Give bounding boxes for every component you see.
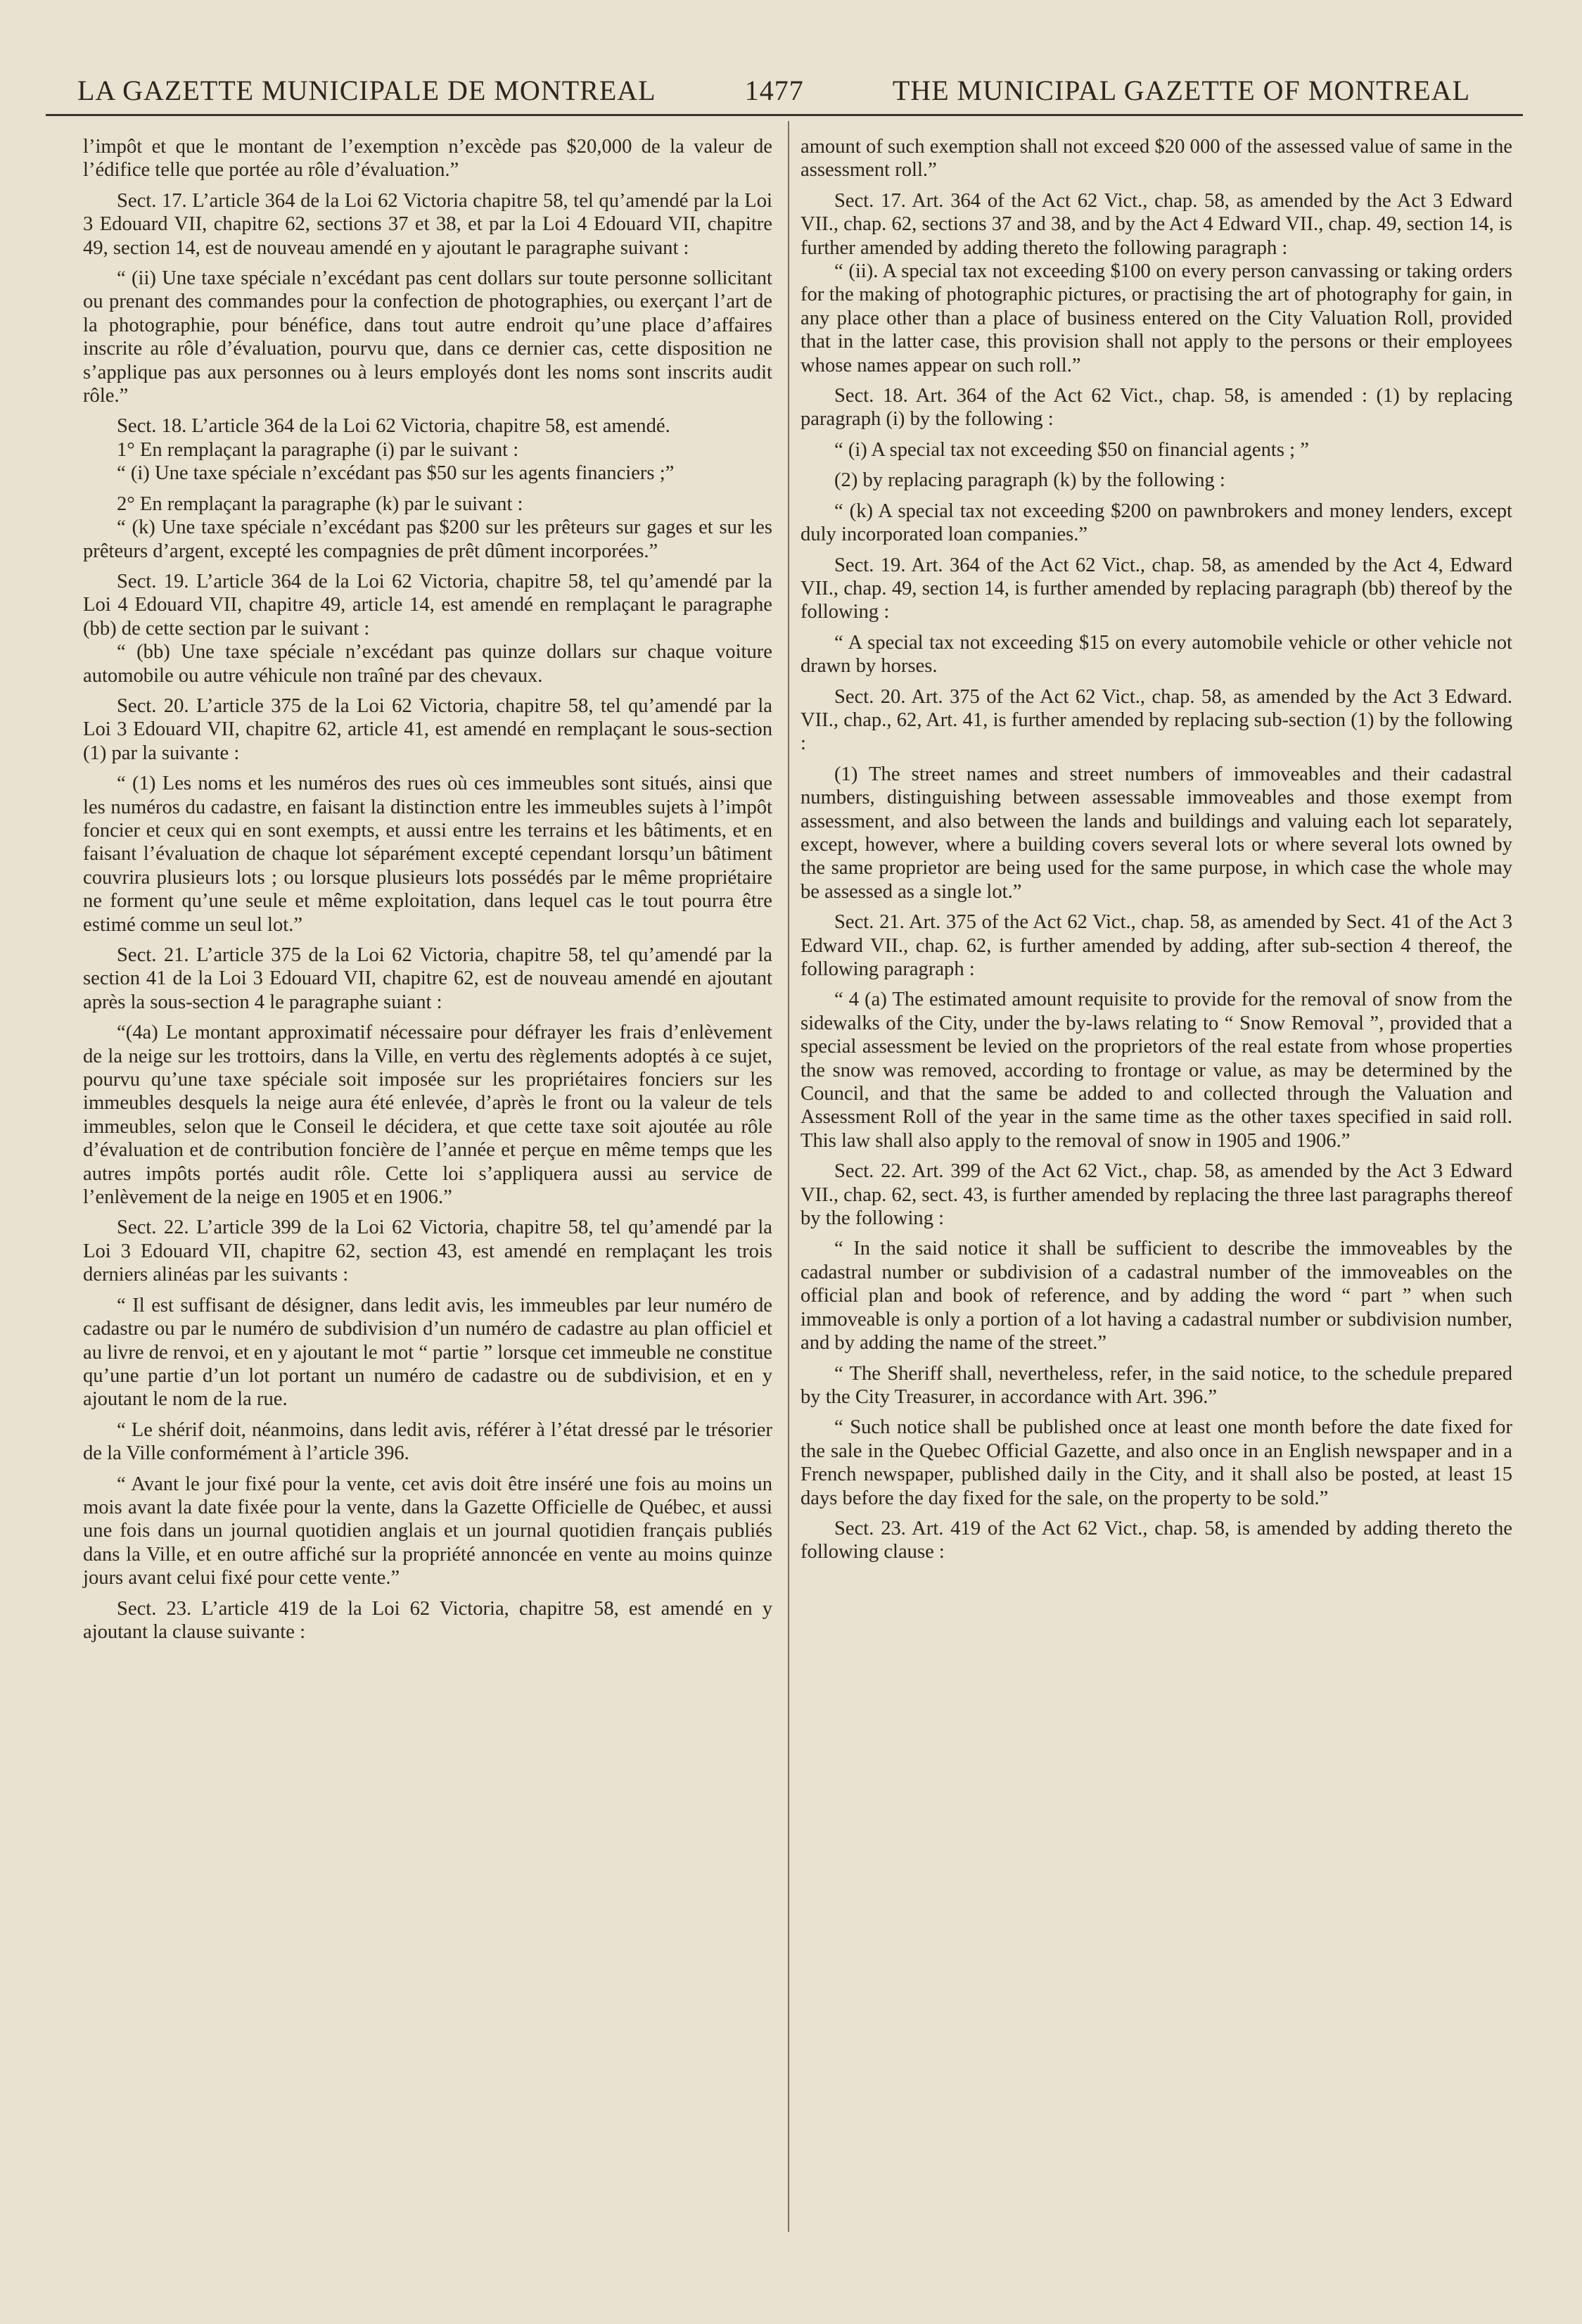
fr-para: Sect. 18. L’article 364 de la Loi 62 Victoria, chapitre 58, est amendé. xyxy=(117,415,670,438)
en-para: (1) The street names and street numbers of immoveables and their cadastral numbers, distinguishing between assessable immoveables and those exempt from assessment, and also between the lands and buildings and valuing each lot separately, except, however, where a building covers several lots or where several lots owned by the same proprietor are being used for the same purpose, in which case the whole may be assessed as a single lot.” xyxy=(800,763,1512,903)
fr-para: “ Avant le jour fixé pour la vente, cet avis doit être inséré une fois au moins un mois avant la date fixée pour la vente, dans la Gazette Officielle de Québec, et aussi une fois dans un journal quotidien anglais et un journal quotidien français publiés dans la Ville, et en outre affiché sur la propriété annoncée en vente au moins quinze jours avant celui fixé pour cette vente.” xyxy=(83,1473,772,1589)
fr-para: “ (1) Les noms et les numéros des rues où ces immeubles sont situés, ainsi que les numéros du cadastre, en faisant la distinction entre les immeubles sujets à l’impôt foncier et ceux qui en sont exempts, et aussi entre les terrains et les bâtiments, et en faisant l’évaluation de chaque lot séparément excepté cependant lorsqu’un bâtiment couvrira plusieurs lots ; ou lorsque plusieurs lots possédés par le même propriétaire ne forment qu’une seule et même exploitation, dans lequel cas le tout pourra être estimé comme un seul lot.” xyxy=(83,773,772,936)
en-para: Sect. 19. Art. 364 of the Act 62 Vict., chap. 58, as amended by the Act 4, Edward VII., chap. 49, section 14, is further amended by replacing paragraph (bb) thereof by the following : xyxy=(800,554,1512,623)
en-para: Sect. 18. Art. 364 of the Act 62 Vict., chap. 58, is amended : (1) by replacing paragraph (i) by the following : xyxy=(800,385,1512,431)
en-para: “ (k) A special tax not exceeding $200 on pawnbrokers and money lenders, except duly incorporated loan companies.” xyxy=(800,500,1512,546)
column-divider xyxy=(788,121,789,2232)
header-right-title: THE MUNICIPAL GAZETTE OF MONTREAL xyxy=(892,75,1470,106)
fr-para: Sect. 20. L’article 375 de la Loi 62 Victoria, chapitre 58, tel qu’amendé par la Loi 3 Edouard VII, chapitre 62, article 41, est amendé en remplaçant le sous-section (1) par la suivante : xyxy=(83,694,772,764)
en-para: Sect. 23. Art. 419 of the Act 62 Vict., chap. 58, is amended by adding thereto the following clause : xyxy=(800,1517,1512,1563)
header-left-title: LA GAZETTE MUNICIPALE DE MONTREAL xyxy=(77,75,656,106)
header-rule xyxy=(46,114,1523,116)
fr-para: “ (ii) Une taxe spéciale n’excédant pas cent dollars sur toute personne sollicitant ou prenant des commandes pour la confection de photographies, ou exerçant l’art de la photographie, pour bénéfice, dans tout autre endroit qu’une place d’affaires inscrite au rôle d’évaluation, pourvu que, dans ce dernier cas, cette disposition ne s’applique pas aux personnes ou à leurs employés dont les noms sont inscrits audit rôle.” xyxy=(83,267,772,407)
en-para: “ In the said notice it shall be sufficient to describe the immoveables by the cadastral number or subdivision of a cadastral number of the immoveables on the official plan and book of reference, and by adding the word “ part ” when such immoveable is only a portion of a lot having a cadastral number or subdivision number, and by adding the name of the street.” xyxy=(800,1238,1512,1354)
french-column xyxy=(83,135,772,1644)
en-para: “ (i) A special tax not exceeding $50 on financial agents ; ” xyxy=(834,438,1309,461)
fr-para: l’impôt et que le montant de l’exemption n’excède pas $20,000 de la valeur de l’édifice telle que portée au rôle d’évaluation.” xyxy=(83,136,772,182)
en-para: Sect. 17. Art. 364 of the Act 62 Vict., chap. 58, as amended by the Act 3 Edward VII., chap. 62, sections 37 and 38, and by the Act 4 Edward VII., chap. 49, section 14, is further amended by adding thereto the following paragraph : xyxy=(800,189,1512,259)
en-para: Sect. 22. Art. 399 of the Act 62 Vict., chap. 58, as amended by the Act 3 Edward VII., chap. 62, sect. 43, is further amended by replacing the three last paragraphs thereof by the following : xyxy=(800,1160,1512,1230)
fr-para: Sect. 19. L’article 364 de la Loi 62 Victoria, chapitre 58, tel qu’amendé par la Loi 4 Edouard VII, chapitre 49, article 14, est amendé en remplaçant le paragraphe (bb) de cette section par le suivant : xyxy=(83,570,772,640)
fr-para: “ (i) Une taxe spéciale n’excédant pas $50 sur les agents financiers ;” xyxy=(117,462,675,485)
en-para: “ The Sheriff shall, nevertheless, refer, in the said notice, to the schedule prepared by the City Treasurer, in accordance with Art. 396.” xyxy=(800,1362,1512,1408)
fr-para: “(4a) Le montant approximatif nécessaire pour défrayer les frais d’enlèvement de la neige sur les trottoirs, dans la Ville, en vertu des règlements adoptés à ce sujet, pourvu qu’une taxe spéciale soit imposée sur les propriétaires fonciers sur les immeubles desquels la neige aura été enlevée, d’après le front ou la valeur de tels immeubles, selon que le Conseil le décidera, et que cette taxe soit ajoutée au rôle d’évaluation et de contribution foncière de l’année et perçue en même temps que les autres impôts portés audit rôle. Cette loi s’appliquera aussi au service de l’enlèvement de la neige en 1905 et en 1906.” xyxy=(83,1022,772,1209)
fr-para: “ Il est suffisant de désigner, dans ledit avis, les immeubles par leur numéro de cadastre ou par le numéro de subdivision d’un numéro de cadastre au plan officiel et au livre de renvoi, et en y ajoutant le mot “ partie ” lorsque cet immeuble ne constitue qu’une partie d’un lot portant un numéro de cadastre ou de subdivision, et en y ajoutant le nom de la rue. xyxy=(83,1294,772,1411)
en-para: “ 4 (a) The estimated amount requisite to provide for the removal of snow from the sidewalks of the City, under the by-laws relating to “ Snow Removal ”, provided that a special assessment be levied on the proprietors of the real estate from whose properties the snow was removed, according to frontage or value, as may be determined by the Council, and that the same be added to and collected through the Valuation and Assessment Roll of the year in the same time as the other taxes specified in said roll. This law shall also apply to the removal of snow in 1905 and 1906.” xyxy=(800,989,1512,1152)
en-para: amount of such exemption shall not exceed $20 000 of the assessed value of same in the assessment roll.” xyxy=(800,136,1512,182)
en-para: (2) by replacing paragraph (k) by the following : xyxy=(834,469,1225,492)
english-column xyxy=(800,135,1512,1564)
en-para: Sect. 20. Art. 375 of the Act 62 Vict., chap. 58, as amended by the Act 3 Edward. VII., chap., 62, Art. 41, is further amended by replacing sub-section (1) by the following : xyxy=(800,685,1512,755)
en-para: “ A special tax not exceeding $15 on every automobile vehicle or other vehicle not drawn by horses. xyxy=(800,631,1512,678)
en-para: “ (ii). A special tax not exceeding $100 on every person canvassing or taking orders for the making of photographic pictures, or practising the art of photography for gain, in any place other than a place of business entered on the City Valuation Roll, provided that in the latter case, this provision shall not apply to the persons or their employees whose names appear on such roll.” xyxy=(800,260,1512,376)
fr-para: Sect. 17. L’article 364 de la Loi 62 Victoria chapitre 58, tel qu’amendé par la Loi 3 Edouard VII, chapitre 62, sections 37 et 38, et par la Loi 4 Edouard VII, chapitre 49, section 14, est de nouveau amendé en y ajoutant le paragraphe suivant : xyxy=(83,189,772,259)
fr-para: 1° En remplaçant la paragraphe (i) par le suivant : xyxy=(117,438,519,461)
fr-para: 2° En remplaçant la paragraphe (k) par le suivant : xyxy=(117,493,523,515)
fr-para: Sect. 21. L’article 375 de la Loi 62 Victoria, chapitre 58, tel qu’amendé par la section 41 de la Loi 3 Edouard VII, chapitre 62, est de nouveau amendé en ajoutant après la sous-section 4 le paragraphe suiant : xyxy=(83,944,772,1013)
fr-para: “ Le shérif doit, néanmoins, dans ledit avis, référer à l’état dressé par le trésorier de la Ville conformément à l’article 396. xyxy=(83,1418,772,1465)
fr-para: Sect. 23. L’article 419 de la Loi 62 Victoria, chapitre 58, est amendé en y ajoutant la clause suivante : xyxy=(83,1597,772,1643)
en-para: “ Such notice shall be published once at least one month before the date fixed for the sale in the Quebec Official Gazette, and also once in an English newspaper and in a French newspaper, published daily in the City, and it shall also be posted, at least 15 days before the day fixed for the sale, on the property to be sold.” xyxy=(800,1416,1512,1509)
fr-para: Sect. 22. L’article 399 de la Loi 62 Victoria, chapitre 58, tel qu’amendé par la Loi 3 Edouard VII, chapitre 62, section 43, est amendé en remplaçant les trois derniers alinéas par les suivants : xyxy=(83,1217,772,1286)
fr-para: “ (k) Une taxe spéciale n’excédant pas $200 sur les prêteurs sur gages et sur les prêteurs d’argent, excepté les compagnies de prêt dûment incorporées.” xyxy=(83,516,772,562)
fr-para: “ (bb) Une taxe spéciale n’excédant pas quinze dollars sur chaque voiture automobile ou autre véhicule non traîné par des chevaux. xyxy=(83,641,772,687)
page-header xyxy=(77,51,1470,107)
page-number: 1477 xyxy=(744,75,804,106)
en-para: Sect. 21. Art. 375 of the Act 62 Vict., chap. 58, as amended by Sect. 41 of the Act 3 Edward VII., chap. 62, is further amended by adding, after sub-section 4 thereof, the following paragraph : xyxy=(800,911,1512,980)
